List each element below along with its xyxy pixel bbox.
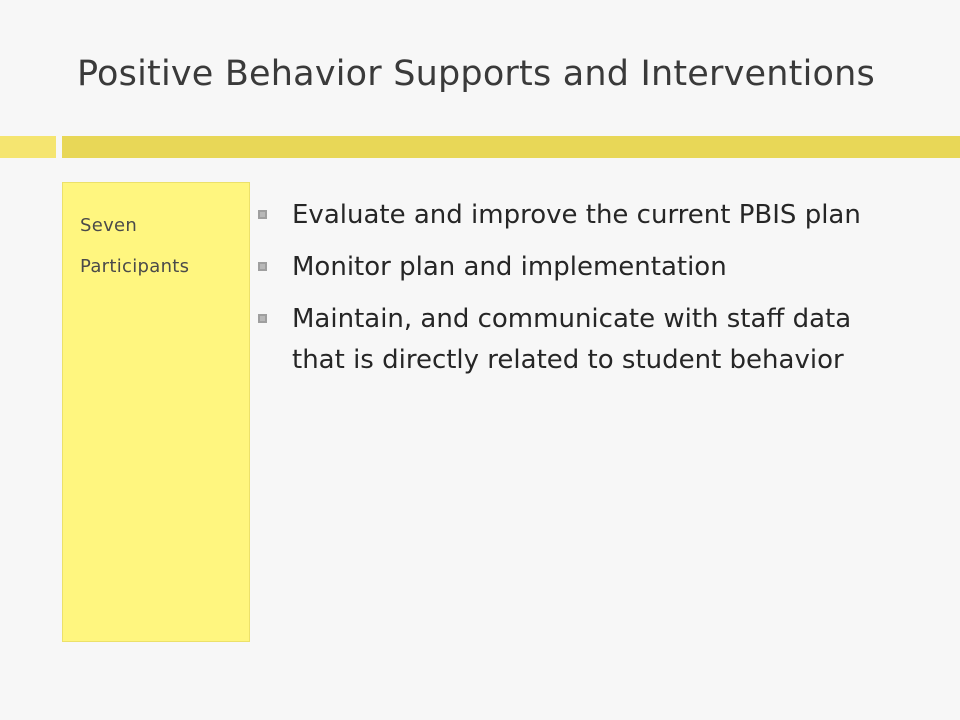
bullet-text: Evaluate and improve the current PBIS plan bbox=[292, 200, 861, 230]
slide-title: Positive Behavior Supports and Interventions bbox=[77, 54, 875, 94]
bullet-text: Maintain, and communicate with staff data that is directly related to student behavior bbox=[292, 304, 852, 375]
side-panel bbox=[62, 182, 250, 642]
bullet-item bbox=[254, 195, 904, 236]
bullet-item bbox=[254, 299, 904, 381]
bullet-text: Monitor plan and implementation bbox=[292, 252, 727, 282]
title-accent-bar-right bbox=[62, 136, 960, 158]
side-panel-label: Seven Participants bbox=[80, 215, 190, 277]
square-bullet-icon bbox=[258, 210, 267, 219]
bullet-list bbox=[254, 195, 904, 392]
bullet-item bbox=[254, 247, 904, 288]
square-bullet-icon bbox=[258, 314, 267, 323]
title-accent-bar-left bbox=[0, 136, 56, 158]
square-bullet-icon bbox=[258, 262, 267, 271]
